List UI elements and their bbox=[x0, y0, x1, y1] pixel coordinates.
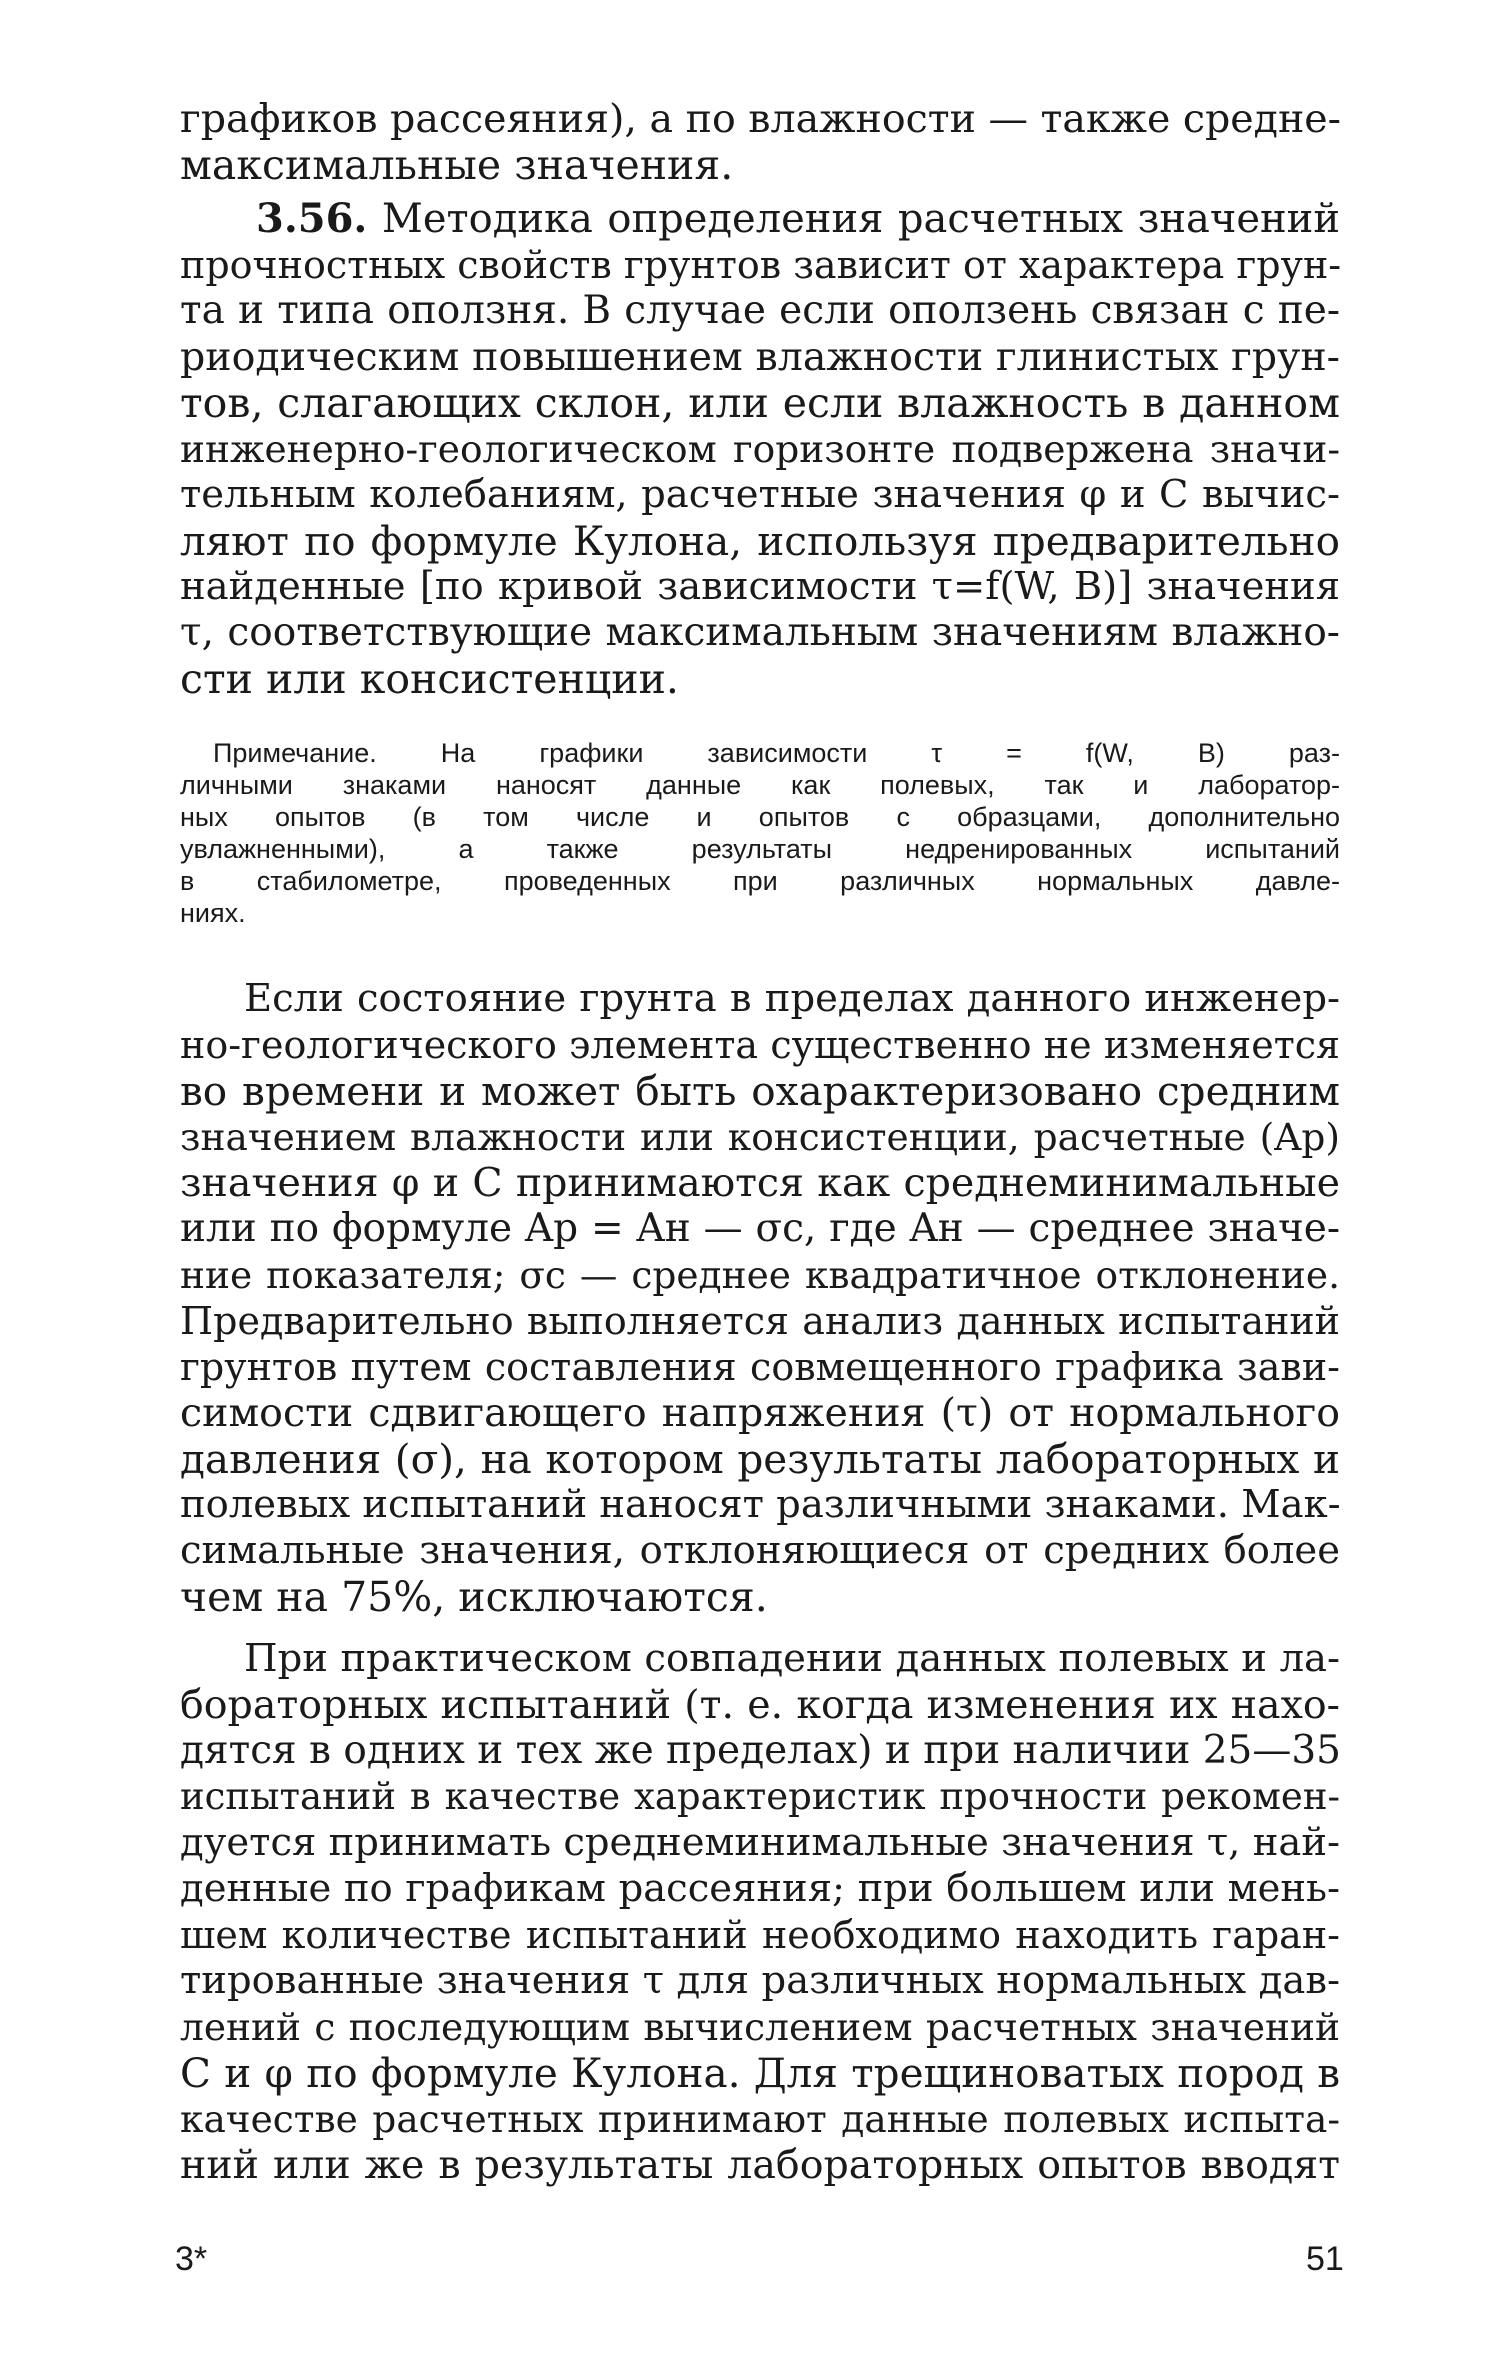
note-line: увлажненными), а также результаты недренированных испытаний bbox=[180, 834, 1340, 864]
text-line: При практическом совпадении данных полевых и ла- bbox=[244, 1636, 1340, 1681]
text-line: сти или консистенции. bbox=[180, 655, 679, 703]
text-line: денные по графикам рассеяния; при большем или мень- bbox=[180, 1866, 1340, 1911]
text-line: инженерно-геологическом горизонте подвержена значи- bbox=[180, 427, 1340, 471]
section-number: 3.56. bbox=[256, 195, 368, 242]
text-line: максимальные значения. bbox=[180, 141, 734, 189]
text-line: грунтов путем составления совмещенного графика зави- bbox=[180, 1345, 1340, 1389]
text-line: чем на 75%, исключаются. bbox=[180, 1573, 768, 1621]
text-line: лений с последующим вычислением расчетных значений bbox=[180, 2005, 1340, 2049]
text-line: испытаний в качестве характеристик прочности рекомен- bbox=[180, 1775, 1340, 1818]
text-line: ний или же в результаты лабораторных опытов вводят bbox=[180, 2142, 1340, 2188]
section-first-line-text: Методика определения расчетных значений bbox=[381, 196, 1340, 242]
text-line: дуется принимать среднеминимальные значения τ, най- bbox=[180, 1820, 1340, 1865]
text-line: значением влажности или консистенции, расчетные (Aр) bbox=[180, 1115, 1340, 1159]
text-line: симости сдвигающего напряжения (τ) от нормального bbox=[180, 1390, 1340, 1436]
text-line: графиков рассеяния), а по влажности — также средне- bbox=[180, 96, 1342, 142]
text-line: прочностных свойств грунтов зависит от характера грун- bbox=[180, 243, 1342, 287]
note-line: ных опытов (в том числе и опытов с образцами, дополнительно bbox=[180, 802, 1340, 832]
text-line: Если состояние грунта в пределах данного инженер- bbox=[244, 976, 1340, 1021]
text-line: во времени и может быть охарактеризовано средним bbox=[180, 1067, 1340, 1115]
text-line: но-геологического элемента существенно не изменяется bbox=[180, 1023, 1340, 1067]
text-line: C и φ по формуле Кулона. Для трещиноватых пород в bbox=[180, 2049, 1340, 2097]
page-number: 51 bbox=[1306, 2240, 1344, 2278]
text-line: качестве расчетных принимают данные полевых испыта- bbox=[180, 2097, 1340, 2141]
text-line: Предварительно выполняется анализ данных испытаний bbox=[180, 1299, 1340, 1343]
signature-mark: 3* bbox=[175, 2240, 208, 2278]
text-line: ляют по формуле Кулона, используя предварительно bbox=[180, 517, 1340, 565]
text-line: давления (σ), на котором результаты лабораторных и bbox=[180, 1435, 1340, 1483]
text-line: шем количестве испытаний необходимо находить гаран- bbox=[180, 1913, 1340, 1957]
note-line: личными знаками наносят данные как полевых, так и лаборатор- bbox=[180, 770, 1340, 800]
note-line: в стабилометре, проведенных при различных нормальных давле- bbox=[180, 866, 1340, 896]
text-line: риодическим повышением влажности глинистых грун- bbox=[180, 334, 1340, 380]
section-first-line bbox=[256, 196, 1340, 242]
text-line: симальные значения, отклоняющиеся от средних более bbox=[180, 1528, 1340, 1573]
text-line: бораторных испытаний (т. е. когда изменения их нахо- bbox=[180, 1682, 1340, 1728]
text-line: тированные значения τ для различных нормальных дав- bbox=[180, 1958, 1340, 2003]
text-line: тельным колебаниям, расчетные значения φ и C вычис- bbox=[180, 472, 1340, 517]
note-line: ниях. bbox=[180, 898, 246, 928]
note-line: Примечание. На графики зависимости τ = f(W, B) раз- bbox=[213, 738, 1340, 768]
text-line: ние показателя; σс — среднее квадратичное отклонение. bbox=[180, 1253, 1340, 1297]
text-line: значения φ и C принимаются как среднеминимальные bbox=[180, 1160, 1340, 1206]
text-line: τ, соответствующие максимальным значениям влажно- bbox=[180, 610, 1340, 655]
text-line: или по формуле Aр = Aн — σс, где Aн — среднее значе- bbox=[180, 1206, 1340, 1251]
text-line: тов, слагающих склон, или если влажность в данном bbox=[180, 379, 1340, 427]
text-line: та и типа оползня. В случае если оползень связан с пе- bbox=[180, 288, 1340, 333]
text-line: дятся в одних и тех же пределах) и при наличии 25—35 bbox=[180, 1728, 1341, 1773]
text-line: найденные [по кривой зависимости τ=f(W, B)] значения bbox=[180, 564, 1340, 609]
text-line: полевых испытаний наносят различными знаками. Мак- bbox=[180, 1482, 1341, 1527]
